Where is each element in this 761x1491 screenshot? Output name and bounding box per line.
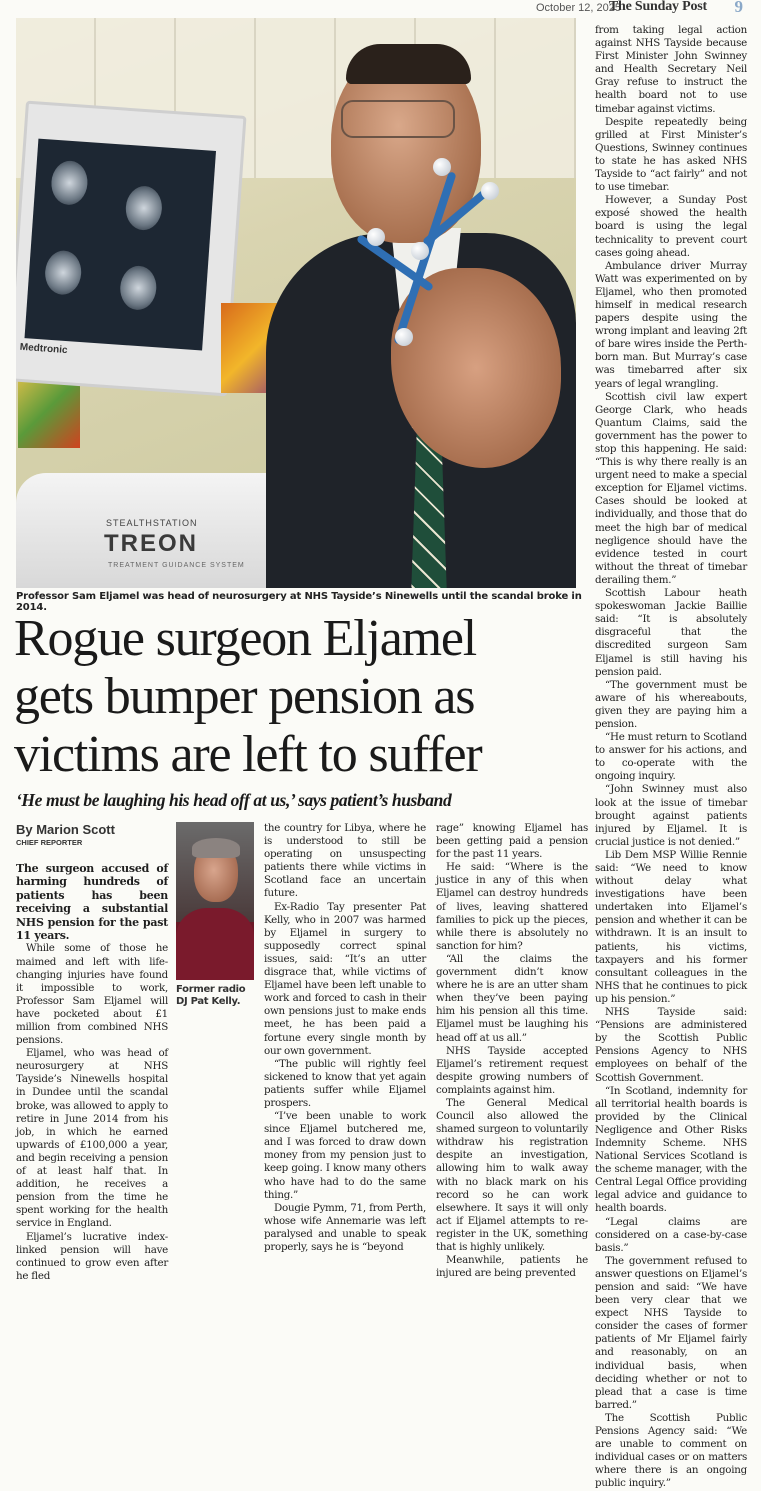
- page-number: 9: [734, 0, 743, 16]
- paragraph: “Legal claims are considered on a case-by-case basis.”: [595, 1215, 747, 1254]
- paragraph: from taking legal action against NHS Tayside because First Minister John Swinney and Health Secretary Neil Gray refuse to instruct the health board not to use timebar against victims.: [595, 24, 747, 115]
- paragraph: He said: “Where is the justice in any of this when Eljamel can destroy hundreds of lives, leaving shattered families to pick up the pieces, while there is absolutely no sanction for him?: [436, 861, 588, 952]
- headline-line: victims are left to suffer: [14, 726, 482, 783]
- paragraph: the country for Libya, where he is understood to still be operating on unsuspecting patients there while victims in Scotland face an uncertain future.: [264, 822, 426, 900]
- paragraph: Scottish civil law expert George Clark, who heads Quantum Claims, said the government has the power to stop this happening. He said: “This is why there really is an urgent need to make a special exception for Eljamel victims. Cases should be looked at individually, and those that do meet the high bar of medical negligence should have the evidence tested in court without the threat of timebar derailing them.”: [595, 390, 747, 586]
- lead-paragraph: The surgeon accused of harming hundreds of patients has been receiving a substantial NHS pension for the past 11 years.: [16, 862, 168, 943]
- photo-caption: Professor Sam Eljamel was head of neurosurgery at NHS Tayside’s Ninewells until the scandal broke in 2014.: [16, 591, 582, 613]
- scan-monitor: [16, 101, 247, 397]
- issue-date: October 12, 2025: [535, 2, 621, 14]
- portrait-caption: Former radio DJ Pat Kelly.: [176, 984, 246, 1007]
- paragraph: “All the claims the government didn’t know where he is are an utter sham when they’ve been paying him his pension all this time. Eljamel must be laughing his head off at us all.”: [436, 952, 588, 1044]
- author-name: By Marion Scott: [16, 822, 115, 837]
- paragraph: Ex-Radio Tay presenter Pat Kelly, who in 2007 was harmed by Eljamel in surgery to supposedly correct spinal issues, said: “It’s an utter disgrace that, while victims of Eljamel have been left unable to work and forced to cash in their own pensions just to make ends meet, he has been paid a fortune every single month by our own government.: [264, 900, 426, 1057]
- paragraph: “The government must be aware of his whereabouts, given they are paying him a pension.: [595, 678, 747, 730]
- paragraph: Lib Dem MSP Willie Rennie said: “We need to know without delay what investigations have been undertaken into Eljamel’s pension and whether it can be withdrawn. It is an insult to patients, his victims, taxpayers and his former consultant colleagues in the NHS that he continues to pick up his pension.”: [595, 848, 747, 1005]
- headline-line: Rogue surgeon Eljamel: [14, 610, 476, 667]
- paragraph: Scottish Labour heath spokeswoman Jackie Baillie said: “It is absolutely disgraceful that the discredited surgeon Sam Eljamel is still having his pension paid.: [595, 587, 747, 678]
- paragraph: “I’ve been unable to work since Eljamel butchered me, and I was forced to draw down money from my pension just to keep going. I know many others who have had to do the same thing.”: [264, 1110, 426, 1201]
- headline-line: gets bumper pension as: [14, 668, 475, 725]
- headline: [14, 610, 589, 784]
- paragraph: Despite repeatedly being grilled at First Minister’s Questions, Swinney continues to state he has asked NHS Tayside to “act fairly” and not to use timebar.: [595, 115, 747, 194]
- machine-name: TREON: [104, 530, 198, 557]
- paragraph: However, a Sunday Post exposé showed the health board is using the legal technicality to prevent court cases going ahead.: [595, 194, 747, 259]
- paragraph: NHS Tayside said: “Pensions are administered by the Scottish Public Pensions Agency to NHS employees on behalf of the Scottish Government.: [595, 1006, 747, 1084]
- paragraph: Dougie Pymm, 71, from Perth, whose wife Annemarie was left paralysed and unable to speak properly, says he is “beyond: [264, 1201, 426, 1253]
- paragraph: rage” knowing Eljamel has been getting paid a pension for the past 11 years.: [436, 822, 588, 861]
- article-column-2: [264, 822, 426, 1254]
- paragraph: “In Scotland, indemnity for all territorial health boards is provided by the Clinical Negligence and Other Risks Indemnity Scheme. NHS National Services Scotland is the scheme manager, with the Central Legal Office providing legal advice and guidance to health boards.: [595, 1084, 747, 1215]
- byline: [16, 822, 166, 847]
- machine-brand: STEALTHSTATION: [106, 518, 198, 528]
- main-photo: [16, 18, 576, 588]
- paragraph: Eljamel’s lucrative index-linked pension will have continued to grow even after he fled: [16, 1230, 168, 1282]
- author-role: CHIEF REPORTER: [16, 838, 83, 847]
- paragraph: The Scottish Public Pensions Agency said: “We are unable to comment on individual cases or on matters where there is an ongoing public inquiry.”: [595, 1411, 747, 1490]
- paragraph: While some of those he maimed and left with life-changing injuries have found it impossible to work, Professor Sam Eljamel will have pocketed about £1 million from combined NHS pensions.: [16, 942, 168, 1047]
- paragraph: Eljamel, who was head of neurosurgery at NHS Tayside’s Ninewells hospital in Dundee until the scandal broke, was allowed to apply to retire in June 2014 from his job, in which he earned upwards of £100,000 a year, and begin receiving a pension of at least half that. In addition, he receives a pension from the time he spent working for the health service in England.: [16, 1047, 168, 1230]
- paragraph: “The public will rightly feel sickened to know that yet again patients suffer while Eljamel prospers.: [264, 1057, 426, 1109]
- article-column-3: [436, 822, 588, 1280]
- molecular-model: [381, 158, 491, 378]
- masthead: [0, 0, 761, 18]
- paragraph: Meanwhile, patients he injured are being prevented: [436, 1254, 588, 1280]
- article-column-1: [16, 862, 168, 1283]
- publication-logo: The Sunday Post: [608, 0, 707, 14]
- monitor-brand: Medtronic: [19, 341, 68, 357]
- machine-subtitle: TREATMENT GUIDANCE SYSTEM: [108, 562, 245, 569]
- article-column-4: [595, 24, 747, 1491]
- surgeon-hair: [346, 44, 471, 84]
- paragraph: “He must return to Scotland to answer for his actions, and to co-operate with the ongoing inquiry.: [595, 731, 747, 783]
- paragraph: Ambulance driver Murray Watt was experimented on by Eljamel, who then promoted himself in medical research papers despite using the wrong implant and leaving 2ft of bare wires inside the Perth-born man. But Murray’s case was timebarred after six years of legal wrangling.: [595, 259, 747, 390]
- paragraph: “John Swinney must also look at the issue of timebar brought against patients injured by Eljamel. It is crucial justice is not denied.”: [595, 783, 747, 848]
- paragraph: The government refused to answer questions on Eljamel’s pension and said: “We have been very clear that we expect NHS Tayside to consider the cases of former patients of Mr Eljamel fairly and reasonably, on an individual basis, when deciding whether or not to plead that a case is time barred.”: [595, 1254, 747, 1411]
- paragraph: The General Medical Council also allowed the shamed surgeon to voluntarily withdraw his registration despite an investigation, allowing him to walk away with no black mark on his record so he can work elsewhere. It says it will only act if Eljamel attempts to re-register in the UK, something that is highly unlikely.: [436, 1096, 588, 1253]
- standfirst: ‘He must be laughing his head off at us,’ says patient’s husband: [16, 790, 452, 810]
- monitor-screen: [25, 139, 217, 351]
- pat-kelly-photo: [176, 822, 254, 980]
- paragraph: NHS Tayside accepted Eljamel’s retirement request despite growing numbers of complaints against him.: [436, 1044, 588, 1096]
- glasses: [341, 100, 455, 138]
